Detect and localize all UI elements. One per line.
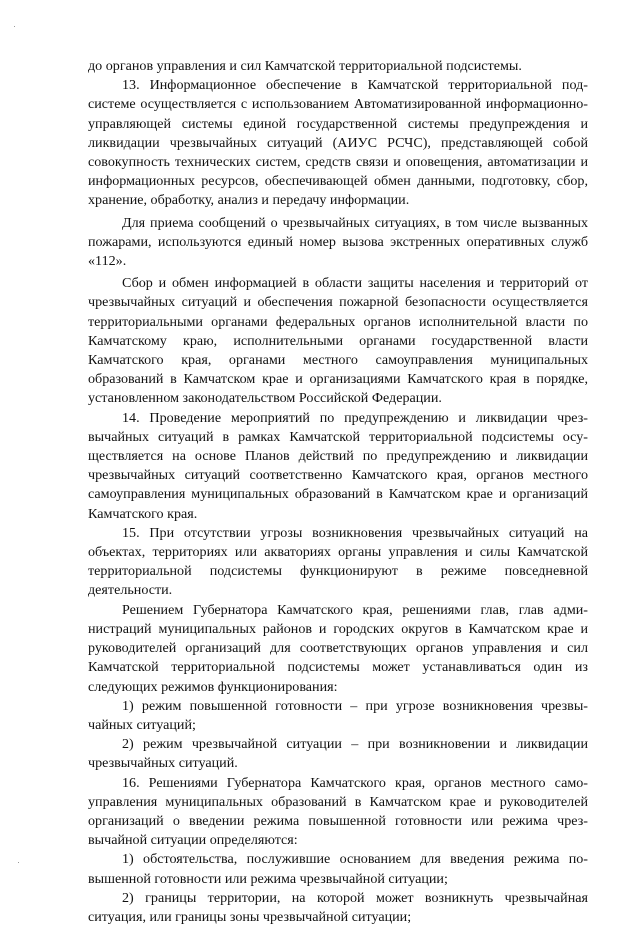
list-item-high-readiness: 1) режим повышенной готовности – при угрозе возникновения чрезвычайных ситуаций;	[88, 697, 588, 733]
scan-speck	[14, 26, 15, 27]
document-body	[88, 57, 588, 927]
paragraph-item-16: 16. Решениями Губернатора Камчатского края, органов местного самоуправления муниципальных образований в Камчатском крае и руководителей организаций о введении режима повышенной готовности или режима чрезвычайной ситуации определяются:	[88, 774, 588, 849]
paragraph-item-13: 13. Информационное обеспечение в Камчатской территориальной подсистеме осуществляется с использованием Автоматизированной информационно-управляющей системы единой государственной системы предупреждения и ликвидации чрезвычайных ситуаций (АИУС РСЧС), представляющей собой совокупность технических систем, средств связи и оповещения, автоматизации и информационных ресурсов, обеспечивающей обмен данными, подготовку, сбор, хранение, обработку, анализ и передачу информации.	[88, 77, 588, 209]
list-item-circumstances: 1) обстоятельства, послужившие основанием для введения режима повышенной готовности или режима чрезвычайной ситуации;	[88, 851, 588, 887]
paragraph-regimes-decision: Решением Губернатора Камчатского края, решениями глав, глав администраций муниципальных районов и городских округов в Камчатском крае и руководителей организаций для соответствующих органов управления и сил Камчатской территориальной подсистемы может устанавливаться один из следующих режимов функционирования:	[88, 601, 588, 695]
list-item-boundaries: 2) границы территории, на которой может возникнуть чрезвычайная ситуация, или границы зоны чрезвычайной ситуации;	[88, 889, 588, 925]
paragraph-item-14: 14. Проведение мероприятий по предупреждению и ликвидации чрезвычайных ситуаций в рамках Камчатской территориальной подсистемы осуществляется на основе Планов действий по предупреждению и ликвидации чрезвычайных ситуаций соответственно Камчатского края, органов местного самоуправления муниципальных образований в Камчатском крае и организаций Камчатского края.	[88, 409, 588, 522]
paragraph-emergency-number: Для приема сообщений о чрезвычайных ситуациях, в том числе вызванных пожарами, используются единый номер вызова экстренных оперативных служб «112».	[88, 214, 588, 270]
scan-speck	[18, 862, 19, 863]
paragraph-item-15: 15. При отсутствии угрозы возникновения чрезвычайных ситуаций на объектах, территориях или акваториях органы управления и силы Камчатской территориальной подсистемы функционируют в режиме повседневной деятельности.	[88, 524, 588, 599]
paragraph-continuation: до органов управления и сил Камчатской территориальной подсистемы.	[88, 58, 522, 74]
paragraph-information-exchange: Сбор и обмен информацией в области защиты населения и территорий от чрезвычайных ситуаций и обеспечения пожарной безопасности осуществляется территориальными органами федеральных органов исполнительной власти по Камчатскому краю, исполнительными органами государственной власти Камчатского края, органами местного самоуправления муниципальных образований в Камчатском крае и организациями Камчатского края в порядке, установленном законодательством Российской Федерации.	[88, 275, 588, 407]
list-item-emergency-regime: 2) режим чрезвычайной ситуации – при возникновении и ликвидации чрезвычайных ситуаций.	[88, 736, 588, 772]
